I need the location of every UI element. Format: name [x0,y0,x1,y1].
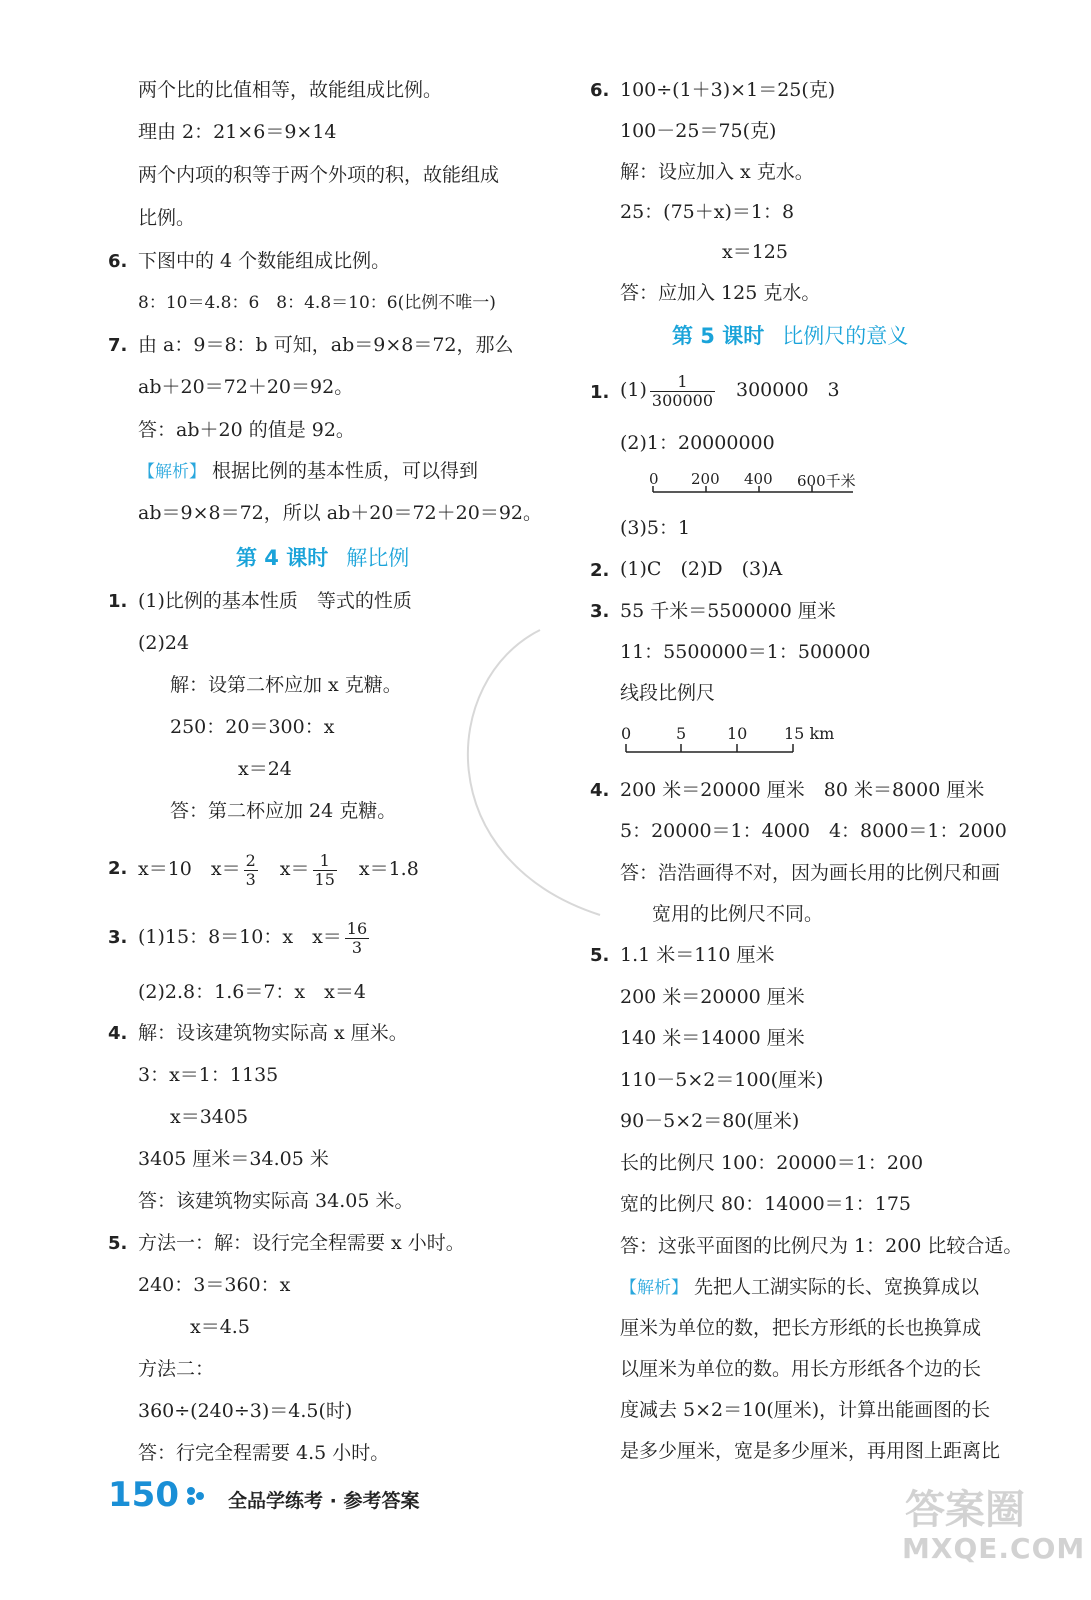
left-line: 答：ab＋20 的值是 92。 [138,419,355,441]
right-line: 厘米为单位的数，把长方形纸的长也换算成 [620,1317,982,1339]
scale-tick-label: 15 km [784,724,835,743]
scale-tick-label: 600千米 [797,472,856,490]
question-number: 4. [108,1023,128,1044]
question-number: 7. [108,335,128,356]
scale-tick-label: 200 [691,470,720,488]
question-number: 2. [108,858,128,879]
chevron-right-icon [186,1486,210,1506]
analysis-text: 先把人工湖实际的长、宽换算成以 [694,1276,980,1298]
scale-bar-2 [618,722,858,758]
left-line: 两个内项的积等于两个外项的积，故能组成 [138,164,500,186]
right-line: 100－25＝75(克) [620,120,777,142]
right-line: 答：应加入 125 克水。 [620,282,821,304]
right-line: 度减去 5×2＝10(厘米)，计算出能画图的长 [620,1399,991,1421]
question-number: 3. [590,601,610,622]
answer-text: (1) [620,379,647,401]
left-line: ab＋20＝72＋20＝92。 [138,376,354,398]
left-line: 下图中的 4 个数能组成比例。 [138,250,391,272]
fraction [650,373,715,410]
left-line: 240：3＝360：x [138,1274,291,1296]
left-line: 答：该建筑物实际高 34.05 米。 [138,1190,414,1212]
left-line: x＝3405 [170,1106,249,1128]
numerator: 1 [313,852,337,871]
right-line: 解：设应加入 x 克水。 [620,161,814,183]
denominator: 3 [351,937,363,957]
right-line: 140 米＝14000 厘米 [620,1027,805,1049]
numerator: 1 [650,373,715,392]
right-line: 200 米＝20000 厘米 [620,986,805,1008]
fraction [244,852,258,889]
section-title-label: 第 4 课时 [236,546,329,570]
numerator: 2 [245,850,256,870]
scale-tick-label: 10 [727,724,748,743]
question-number: 4. [590,780,610,801]
right-line: 长的比例尺 100：20000＝1：200 [620,1152,924,1174]
left-line: x＝4.5 [190,1316,250,1338]
left-line: 两个比的比值相等，故能组成比例。 [138,79,443,101]
right-line: 线段比例尺 [620,682,716,704]
right-line: 25：(75＋x)＝1：8 [620,201,795,223]
question-number: 3. [108,927,128,948]
section-title-label: 第 5 课时 [672,324,765,348]
question-number: 6. [108,251,128,272]
analysis-tag: 【解析】 [620,1278,688,1298]
left-line: 方法一：解：设行完全程需要 x 小时。 [138,1232,465,1254]
answer-text: 300000 3 [736,379,840,401]
left-line: 250：20＝300：x [170,716,335,738]
right-line: 答：这张平面图的比例尺为 1：200 比较合适。 [620,1235,1023,1257]
scale-tick-label: 0 [649,470,659,488]
right-line: 110－5×2＝100(厘米) [620,1069,824,1091]
right-line: 5：20000＝1：4000 4：8000＝1：2000 [620,820,1007,842]
section-subtitle: 比例尺的意义 [782,324,909,348]
right-line: 宽用的比例尺不同。 [652,903,824,925]
left-line: x＝24 [238,758,292,780]
right-line: 答：浩浩画得不对，因为画长用的比例尺和画 [620,862,1001,884]
fraction-line [138,845,419,893]
right-line: 55 千米＝5500000 厘米 [620,600,836,622]
left-line: 解：设第二杯应加 x 克糖。 [170,674,402,696]
scale-tick-label: 5 [676,724,687,743]
left-line: 8：10＝4.8：6 8：4.8＝10：6(比例不唯一) [138,293,496,313]
decorative-arc [420,620,620,930]
question-number: 6. [590,80,610,101]
fraction [313,852,337,889]
right-line: 是多少厘米，宽是多少厘米，再用图上距离比 [620,1440,1001,1462]
left-line: 理由 2：21×6＝9×14 [138,121,337,143]
right-line: 90－5×2＝80(厘米) [620,1110,800,1132]
watermark-url: MXQE.COM [902,1532,1086,1565]
watermark-logo: 答案圈 [905,1487,1025,1533]
analysis-text: 根据比例的基本性质，可以得到 [212,460,479,482]
section-title-4 [236,542,409,572]
left-line: 解：设该建筑物实际高 x 厘米。 [138,1022,408,1044]
fraction [345,920,369,957]
fraction-line [138,913,372,961]
section-subtitle: 解比例 [346,546,410,570]
left-line: 由 a：9＝8：b 可知，ab＝9×8＝72，那么 [138,334,514,356]
question-number: 5. [108,1233,128,1254]
answer-text: x＝ [260,858,310,880]
book-title: 全品学练考 · 参考答案 [228,1490,420,1512]
left-line: 答：行完全程需要 4.5 小时。 [138,1442,390,1464]
denominator: 15 [314,869,335,889]
right-line: 以厘米为单位的数。用长方形纸各个边的长 [620,1358,982,1380]
analysis-line [138,459,478,484]
scale-tick-label: 400 [744,470,773,488]
right-line: (1)C (2)D (3)A [620,558,783,580]
analysis-line [620,1275,979,1300]
left-line: 360÷(240÷3)＝4.5(时) [138,1400,353,1422]
question-number: 1. [590,382,610,403]
answer-text: x＝10 x＝ [138,858,241,880]
right-line: 1.1 米＝110 厘米 [620,944,775,966]
right-line: 宽的比例尺 80：14000＝1：175 [620,1193,912,1215]
page-number: 150 [108,1475,179,1515]
left-line: 3：x＝1：1135 [138,1064,279,1086]
right-line: 200 米＝20000 厘米 80 米＝8000 厘米 [620,779,985,801]
left-line: 答：第二杯应加 24 克糖。 [170,800,397,822]
answer-text: (1)15：8＝10：x x＝ [138,926,342,948]
right-line: 100÷(1＋3)×1＝25(克) [620,79,836,101]
right-line: (3)5：1 [620,517,691,539]
right-line: (2)1：20000000 [620,432,775,454]
question-number: 5. [590,945,610,966]
question-number: 2. [590,560,610,581]
answer-text: x＝1.8 [339,858,419,880]
left-line: 方法二： [138,1358,215,1380]
analysis-tag: 【解析】 [138,462,206,482]
right-line: 11：5500000＝1：500000 [620,641,871,663]
right-line: x＝125 [722,241,788,263]
numerator: 16 [346,918,368,938]
denominator: 3 [245,869,256,889]
left-line: (1)比例的基本性质 等式的性质 [138,590,412,612]
left-line: ab＝9×8＝72，所以 ab＋20＝72＋20＝92。 [138,502,543,524]
scale-bar-1 [645,468,885,498]
left-line: (2)2.8：1.6＝7：x x＝4 [138,981,366,1003]
denominator: 300000 [651,390,713,410]
scale-tick-label: 0 [621,724,632,743]
section-title-5 [672,320,908,350]
left-line: (2)24 [138,632,190,654]
fraction-line [620,366,840,414]
left-line: 比例。 [138,207,196,229]
left-line: 3405 厘米＝34.05 米 [138,1148,329,1170]
question-number: 1. [108,591,128,612]
